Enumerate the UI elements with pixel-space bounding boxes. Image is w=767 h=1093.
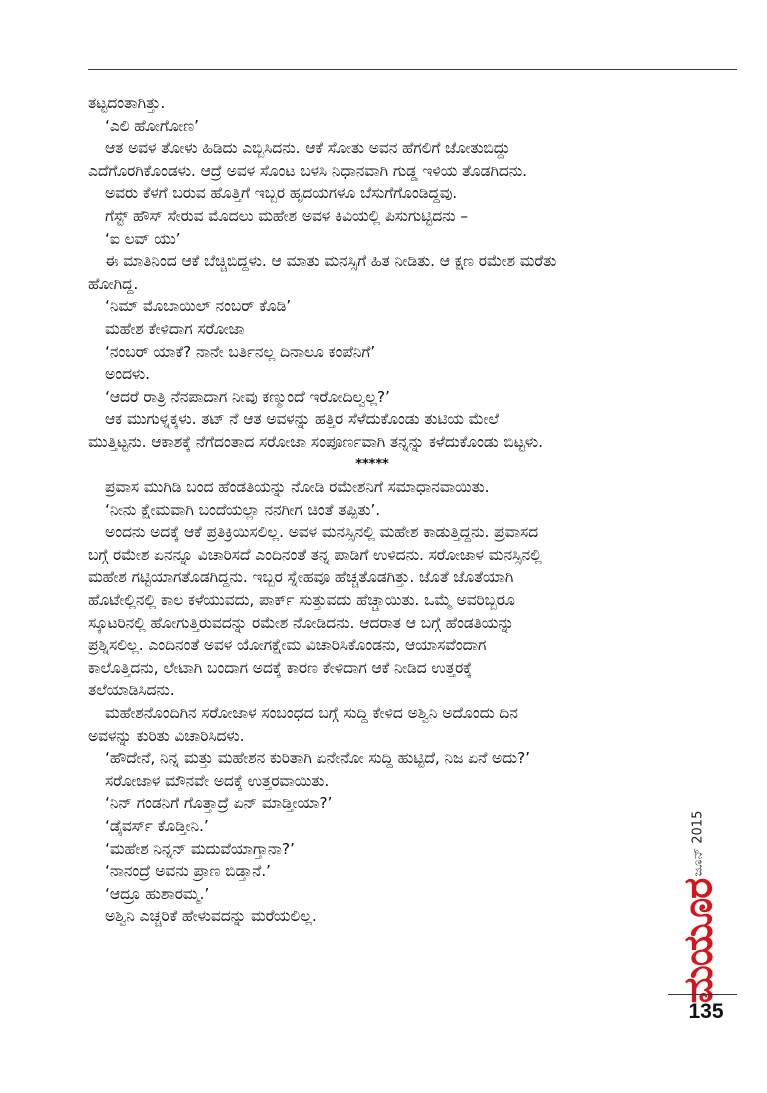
- article-line: ಹೊಟೇಲ್ಲಿನಲ್ಲಿ ಕಾಲ ಕಳೆಯುವದು, ಪಾರ್ಕ್ ಸುತ್ತುವದು ಹೆಚ್ಚಾಯಿತು. ಒಮ್ಮೆ ಅವರಿಬ್ಬರೂ: [88, 591, 515, 610]
- article-line: ‘ಮಹೇಶ ನಿನ್ನನ್ ಮದುವೆಯಾಗ್ತಾನಾ?’: [105, 839, 295, 858]
- article-line: ಸ್ಕೂಟರಿನಲ್ಲಿ ಹೋಗುತ್ತಿರುವದನ್ನು ರಮೇಶ ನೋಡಿದನು. ಆದರಾತ ಆ ಬಗ್ಗೆ ಹೆಂಡತಿಯನ್ನು: [88, 613, 514, 632]
- page-number: 135: [688, 1000, 724, 1023]
- article-line: ಬಗ್ಗೆ ರಮೇಶ ಏನನ್ನೂ ವಿಚಾರಿಸದೆ ಎಂದಿನಂತೆ ತನ್ನ ಪಾಡಿಗೆ ಉಳಿದನು. ಸರೋಜಾಳ ಮನಸ್ಸಿನಲ್ಲಿ: [88, 545, 542, 564]
- article-line: ಈ ಮಾತಿನಿಂದ ಆಕೆ ಬೆಚ್ಚಿಬಿದ್ದಳು. ಆ ಮಾತು ಮನಸ್ಸಿಗೆ ಹಿತ ನೀಡಿತು. ಆ ಕ್ಷಣ ರಮೇಶ ಮರೆತು: [105, 252, 557, 271]
- article-line: ‘ನಾನಂದ್ರೆ ಅವನು ಪ್ರಾಣ ಬಿಡ್ತಾನೆ.’: [105, 862, 271, 881]
- article-line: ಆಕ ಮುಗುಳ್ನಕ್ಕಳು. ತಟ್ ನೆ ಆತ ಅವಳನ್ನು ಹತ್ತಿರ ಸೆಳೆದುಕೊಂಡು ತುಟಿಯ ಮೇಲೆ: [105, 410, 499, 429]
- article-body: [88, 92, 656, 928]
- article-line: ಅವಳನ್ನು ಕುರಿತು ವಿಚಾರಿಸಿದಳು.: [88, 726, 245, 745]
- article-line: ಆತ ಅವಳ ತೋಳು ಹಿಡಿದು ಎಬ್ಬಿಸಿದನು. ಆಕೆ ಸೋತು ಅವನ ಹೆಗಲಿಗೆ ಜೋತುಬಿದ್ದು: [105, 139, 510, 158]
- article-line: ಪ್ರಶ್ನಿಸಲಿಲ್ಲ. ಎಂದಿನಂತೆ ಅವಳ ಯೋಗಕ್ಷೇಮ ವಿಚಾರಿಸಿಕೊಂಡನು, ಆಯಾಸವೆಂದಾಗ: [88, 636, 487, 655]
- article-line: ಮಹೇಶನೊಂದಿಗಿನ ಸರೋಜಾಳ ಸಂಬಂಧದ ಬಗ್ಗೆ ಸುದ್ದಿ ಕೇಳಿದ ಅಶ್ವಿನಿ ಅದೊಂದು ದಿನ: [105, 704, 518, 723]
- article-line: ಅವರು ಕೆಳಗೆ ಬರುವ ಹೊತ್ತಿಗೆ ಇಬ್ಬರ ಹೃದಯಗಳೂ ಬೆಸುಗೆಗೊಂಡಿದ್ದವು.: [105, 184, 458, 203]
- article-line: ಹೋಗಿದ್ದ.: [88, 274, 139, 293]
- footer-rule: [668, 994, 737, 995]
- article-line: ಗೆಸ್ಟ್ ಹೌಸ್ ಸೇರುವ ಮೊದಲು ಮಹೇಶ ಅವಳ ಕಿವಿಯಲ್ಲಿ ಪಿಸುಗುಟ್ಟಿದನು –: [105, 206, 469, 225]
- article-line: ಅಂದಳು.: [105, 365, 150, 384]
- article-line: ‘ಆದರೆ ರಾತ್ರಿ ನೆನಪಾದಾಗ ನೀವು ಕಣ್ಮುಂದೆ ಇರೋದಿಲ್ವಲ್ಲ?’: [105, 387, 390, 406]
- article-line: ‘ಹೌದೇನೆ, ನಿನ್ನ ಮತ್ತು ಮಹೇಶನ ಕುರಿತಾಗಿ ಏನೇನೋ ಸುದ್ದಿ ಹುಟ್ಟಿದೆ, ನಿಜ ಏನೆ ಅದು?’: [105, 749, 530, 768]
- article-line: ಪ್ರವಾಸ ಮುಗಿಡಿ ಬಂದ ಹೆಂಡತಿಯನ್ನು ನೋಡಿ ರಮೇಶನಿಗೆ ಸಮಾಧಾನವಾಯಿತು.: [105, 478, 490, 497]
- article-line: ಮಹೇಶ ಗಟ್ಟಿಯಾಗತೊಡಗಿದ್ದನು. ಇಬ್ಬರ ಸ್ನೇಹವೂ ಹೆಚ್ಚತೊಡಗಿತ್ತು. ಜೊತೆ ಜೊತೆಯಾಗಿ: [88, 568, 514, 587]
- issue-date-label: ಜೂನ್ 2015: [690, 810, 706, 876]
- article-line: ‘ಡೈವರ್ಸ್ ಕೊಡ್ತೀನಿ.’: [105, 817, 209, 835]
- article-line: ‘ನಂಬರ್ ಯಾಕೆ? ನಾನೇ ಬರ್ತಿನಲ್ಲ ದಿನಾಲೂ ಕಂಪೆನಿಗೆ’: [105, 342, 376, 361]
- article-line: ಮುತ್ತಿಟ್ಟನು. ಆಕಾಶಕ್ಕೆ ನೆಗೆದಂತಾದ ಸರೋಜಾ ಸಂಪೂರ್ಣವಾಗಿ ತನ್ನನ್ನು ಕಳೆದುಕೊಂಡು ಬಿಟ್ಟಳು.: [88, 432, 543, 451]
- article-line: ಅಂದನು ಅದಕ್ಕೆ ಆಕೆ ಪ್ರತಿಕ್ರಿಯಿಸಲಿಲ್ಲ. ಅವಳ ಮನಸ್ಸಿನಲ್ಲಿ ಮಹೇಶ ಕಾಡುತ್ತಿದ್ದನು. ಪ್ರವಾಸದ: [105, 523, 539, 542]
- section-separator: *****: [355, 456, 389, 472]
- article-line: ‘ಐ ಲವ್ ಯು’: [105, 229, 181, 248]
- article-line: ‘ಆದ್ರೂ ಹುಶಾರಮ್ಮ.’: [105, 884, 210, 903]
- article-line: ಮಹೇಶ ಕೇಳಿದಾಗ ಸರೋಜಾ: [105, 319, 245, 338]
- article-line: ತಲೆಯಾಡಿಸಿದನು.: [88, 681, 175, 700]
- article-line: ಕಾಲೊತ್ತಿದನು, ಲೇಟಾಗಿ ಬಂದಾಗ ಅದಕ್ಕೆ ಕಾರಣ ಕೇಳಿದಾಗ ಆಕೆ ನೀಡಿದ ಉತ್ತರಕ್ಕೆ: [88, 658, 473, 677]
- article-line: ‘ನಿಮ್ ಮೊಬಾಯಿಲ್ ನಂಬರ್ ಕೊಡಿ’: [105, 297, 292, 316]
- article-line: ‘ಎಲಿ ಹೋಗೋಣ’: [105, 116, 199, 135]
- article-line: ಸರೋಜಾಳ ಮೌನವೇ ಅದಕ್ಕೆ ಉತ್ತರವಾಯಿತು.: [105, 771, 330, 790]
- article-line: ‘ನೀನು ಕ್ಷೇಮವಾಗಿ ಬಂದೆಯಲ್ಲಾ ನನಗೀಗ ಚಿಂತೆ ತಪ್ಪಿತು’.: [105, 500, 381, 519]
- issue-date: [668, 800, 728, 886]
- header-rule: [88, 69, 737, 70]
- article-line: ತಟ್ಟದಂತಾಗಿತ್ತು.: [88, 94, 166, 112]
- magazine-logo: [668, 878, 728, 1004]
- magazine-logo-text: ಮಯೂರ: [675, 878, 721, 1004]
- article-line: ಅಶ್ವಿನಿ ಎಚ್ಚರಿಕೆ ಹೇಳುವದನ್ನು ಮರೆಯಲಿಲ್ಲ.: [105, 907, 317, 926]
- article-line: ಎದೆಗೊರಗಿಕೊಂಡಳು. ಆದ್ರೆ ಅವಳ ಸೊಂಟ ಬಳಸಿ ನಿಧಾನವಾಗಿ ಗುಡ್ಡ ಇಳಿಯ ತೊಡಗಿದನು.: [88, 161, 528, 180]
- article-line: ‘ನಿನ್ ಗಂಡನಿಗೆ ಗೊತ್ತಾದ್ರೆ ಏನ್ ಮಾಡ್ತೀಯಾ?’: [105, 794, 333, 813]
